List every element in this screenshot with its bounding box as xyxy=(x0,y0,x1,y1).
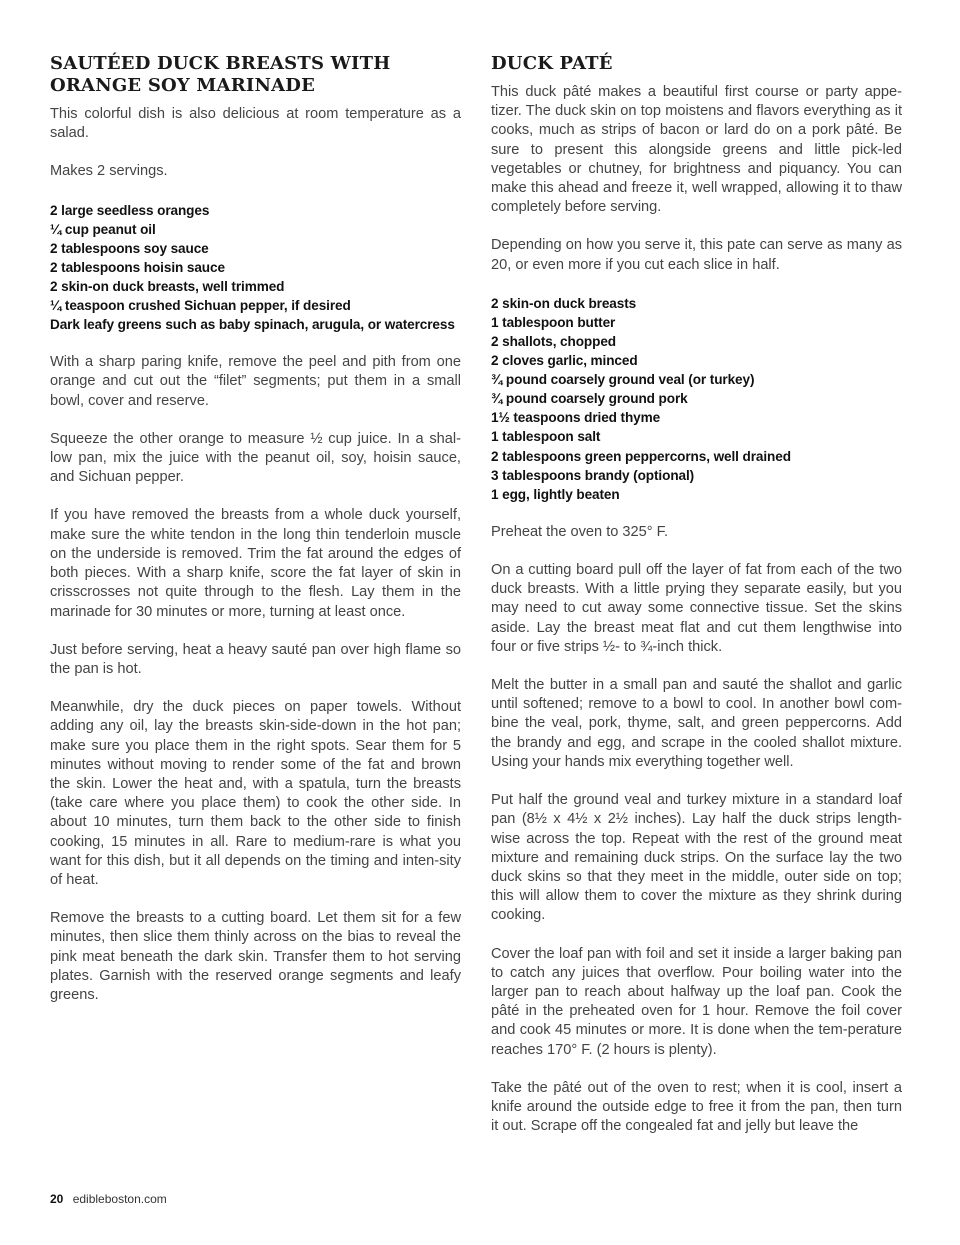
ingredient-item: 2 shallots, chopped xyxy=(491,334,616,350)
ingredient-item: 1 tablespoon salt xyxy=(491,429,601,445)
method-step: Squeeze the other orange to measure ½ cup juice. In a shal-low pan, mix the juice with the peanut oil, soy, hoisin sauce, and Sichuan pepper. xyxy=(50,430,461,486)
method-step: Just before serving, heat a heavy sauté pan over high flame so the pan is hot. xyxy=(50,641,461,677)
ingredient-item: 2 skin-on duck breasts xyxy=(491,295,637,311)
ingredient-item: 2 tablespoons hoisin sauce xyxy=(50,259,225,275)
recipe-yield: Depending on how you serve it, this pate can serve as many as 20, or even more if you cut each slice in half. xyxy=(491,237,902,273)
ingredient-item: 2 large seedless oranges xyxy=(50,202,210,218)
method-step: Put half the ground veal and turkey mixture in a standard loaf pan (8½ x 4½ x 2½ inches). Lay half the duck strips length-wise across the top. Repeat with the rest of the ground meat mixture and remaining duck strips. On the surface lay the two duck skins so that they meet in the middle, outer side on top; this will allow them to cover the mixture as they shrink during cooking. xyxy=(491,792,902,924)
ingredient-item: ¼ cup peanut oil xyxy=(50,221,156,237)
method-step: Take the pâté out of the oven to rest; when it is cool, insert a knife around the outside edge to free it from the pan, then turn it out. Scrape off the congealed fat and jelly but leave the xyxy=(491,1079,902,1135)
recipe-intro: This duck pâté makes a beautiful first course or party appe-tizer. The duck skin on top moistens and flavors everything as it cooks, much as strips of bacon or lard do on a pork pâté. Be sure to present this alongside greens and little pick-led vegetables or chutney, for brightness and piquancy. You can make this ahead and freeze it, well wrapped, allowing it to thaw completely before serving. xyxy=(491,84,902,216)
method-step: Remove the breasts to a cutting board. Let them sit for a few minutes, then slice them thinly across on the bias to reveal the pink meat beneath the dark skin. Transfer them to hot serving plates. Garnish with the reserved orange segments and leafy greens. xyxy=(50,910,461,1003)
ingredient-item: 2 tablespoons green peppercorns, well drained xyxy=(491,448,791,464)
right-recipe-column xyxy=(491,50,902,1155)
ingredient-item: ¾ pound coarsely ground veal (or turkey) xyxy=(491,372,755,388)
method-step: Cover the loaf pan with foil and set it inside a larger baking pan to catch any juices that overflow. Pour boiling water into the larger pan to reach about halfway up the loaf pan. Cook the pâté in the preheated oven for 1 hour. Remove the foil cover and cook 45 minutes or more. It is done when the tem-perature reaches 170° F. (2 hours is plenty). xyxy=(491,945,902,1058)
page-footer xyxy=(50,1192,167,1206)
ingredient-list xyxy=(491,294,902,504)
ingredient-item: 1½ teaspoons dried thyme xyxy=(491,410,661,426)
ingredient-item: 1 egg, lightly beaten xyxy=(491,486,620,502)
recipe-intro: This colorful dish is also delicious at room temperature as a salad. xyxy=(50,106,461,142)
method-step: With a sharp paring knife, remove the peel and pith from one orange and cut out the “filet” segments; put them in a small bowl, cover and reserve. xyxy=(50,354,461,409)
recipe-title-duck-pate: DUCK PATÉ xyxy=(491,53,613,74)
method-step: On a cutting board pull off the layer of fat from each of the two duck breasts. With a little prying they separate easily, but you may need to cut away some connective tissue. Set the skins aside. Lay the breast meat flat and cut them lengthwise into four or five strips ½- to ¾-inch thick. xyxy=(491,562,902,655)
ingredient-item: ¾ pound coarsely ground pork xyxy=(491,391,688,407)
method-step: Preheat the oven to 325° F. xyxy=(491,523,669,540)
ingredient-item: ¼ teaspoon crushed Sichuan pepper, if desired xyxy=(50,298,351,314)
ingredient-list xyxy=(50,201,461,335)
page-number: 20 xyxy=(50,1192,64,1206)
method-step: Meanwhile, dry the duck pieces on paper towels. Without adding any oil, lay the breasts skin-side-down in the hot pan; make sure you place them in the right spots. Sear them for 5 minutes without moving to render some of the fat and brown the skin. Lower the heat and, with a spatula, turn the breasts (take care where you place them) to cook the other side. In about 10 minutes, turn them back to the other side to finish cooking, 15 minutes in all. Rare to medium-rare is what you want for this dish, but it all depends on the timing and inten-sity of heat. xyxy=(50,699,461,888)
ingredient-item: 2 tablespoons soy sauce xyxy=(50,240,209,256)
recipe-yield: Makes 2 servings. xyxy=(50,163,168,180)
method-step: If you have removed the breasts from a whole duck yourself, make sure the white tendon in the long thin tenderloin muscle on the underside is removed. Trim the fat around the edges of both pieces. With a sharp knife, score the fat layer of skin in crisscrosses not quite through to the flesh. Lay them in the marinade for 30 minutes or more, turning at least once. xyxy=(50,507,461,620)
method-step: Melt the butter in a small pan and sauté the shallot and garlic until softened; remove to a bowl to cool. In another bowl com-bine the veal, pork, thyme, salt, and green peppercorns. Add the brandy and egg, and scrape in the cooled shallot mixture. Using your hands mix everything together well. xyxy=(491,677,902,770)
ingredient-item: 2 skin-on duck breasts, well trimmed xyxy=(50,278,285,294)
site-url: edibleboston.com xyxy=(72,1192,167,1206)
ingredient-item: 3 tablespoons brandy (optional) xyxy=(491,467,695,483)
ingredient-item: Dark leafy greens such as baby spinach, arugula, or watercress xyxy=(50,317,455,333)
ingredient-item: 2 cloves garlic, minced xyxy=(491,353,638,369)
recipe-title-duck-breasts: SAUTÉED DUCK BREASTS WITH ORANGE SOY MARINADE xyxy=(50,53,391,96)
left-recipe-column xyxy=(50,50,461,1024)
ingredient-item: 1 tablespoon butter xyxy=(491,314,616,330)
